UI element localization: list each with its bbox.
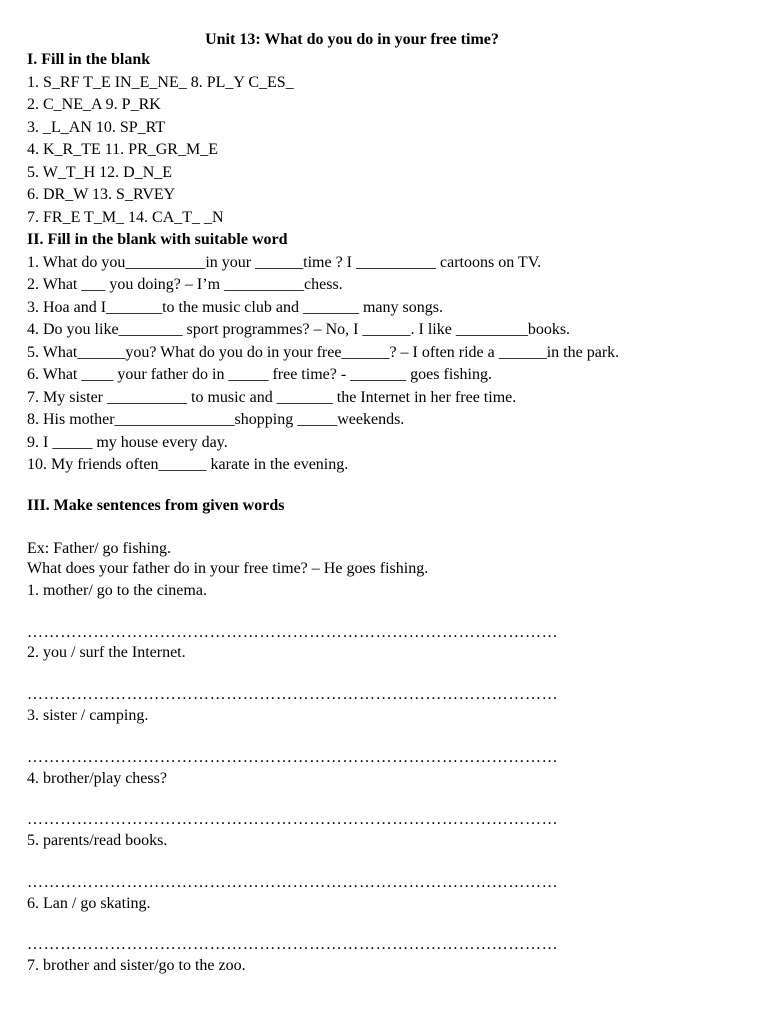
answer-line-4: ……………………………………………………………………………………: [27, 811, 559, 828]
section3-item-6: 6. Lan / go skating.: [27, 895, 151, 912]
page-title: Unit 13: What do you do in your free time?: [205, 31, 499, 48]
section2-heading: II. Fill in the blank with suitable word: [27, 231, 288, 248]
section2-item-6: 6. What ____ your father do in _____ free time? - _______ goes fishing.: [27, 366, 492, 383]
section3-item-5: 5. parents/read books.: [27, 832, 168, 849]
section1-item-4: 4. K_R_TE 11. PR_GR_M_E: [27, 141, 218, 158]
section2-item-5: 5. What______you? What do you do in your free______? – I often ride a ______in the park.: [27, 344, 620, 361]
section1-item-6: 6. DR_W 13. S_RVEY: [27, 186, 176, 203]
section2-item-10: 10. My friends often______ karate in the evening.: [27, 456, 349, 473]
section3-example-prompt: Ex: Father/ go fishing.: [27, 540, 171, 557]
section2-item-2: 2. What ___ you doing? – I’m __________chess.: [27, 276, 343, 293]
section1-item-3: 3. _L_AN 10. SP_RT: [27, 119, 166, 136]
section1-item-2: 2. C_NE_A 9. P_RK: [27, 96, 161, 113]
answer-line-1: ……………………………………………………………………………………: [27, 624, 559, 641]
section1-item-1: 1. S_RF T_E IN_E_NE_ 8. PL_Y C_ES_: [27, 74, 294, 91]
section1-item-7: 7. FR_E T_M_ 14. CA_T_ _N: [27, 209, 224, 226]
section3-heading: III. Make sentences from given words: [27, 497, 285, 514]
answer-line-6: ……………………………………………………………………………………: [27, 936, 559, 953]
answer-line-3: ……………………………………………………………………………………: [27, 749, 559, 766]
section2-item-3: 3. Hoa and I_______to the music club and _______ many songs.: [27, 299, 443, 316]
section3-item-1: 1. mother/ go to the cinema.: [27, 582, 207, 599]
section2-item-7: 7. My sister __________ to music and _______ the Internet in her free time.: [27, 389, 517, 406]
section2-item-1: 1. What do you__________in your ______time ? I __________ cartoons on TV.: [27, 254, 542, 271]
section3-item-7: 7. brother and sister/go to the zoo.: [27, 957, 246, 974]
section3-example-answer: What does your father do in your free time? – He goes fishing.: [27, 560, 429, 577]
section3-item-4: 4. brother/play chess?: [27, 770, 167, 787]
section3-item-3: 3. sister / camping.: [27, 707, 149, 724]
section2-item-9: 9. I _____ my house every day.: [27, 434, 228, 451]
section2-item-8: 8. His mother_______________shopping _____weekends.: [27, 411, 405, 428]
answer-line-2: ……………………………………………………………………………………: [27, 686, 559, 703]
section2-item-4: 4. Do you like________ sport programmes? – No, I ______. I like _________books.: [27, 321, 571, 338]
answer-line-5: ……………………………………………………………………………………: [27, 874, 559, 891]
section1-item-5: 5. W_T_H 12. D_N_E: [27, 164, 173, 181]
section3-item-2: 2. you / surf the Internet.: [27, 644, 186, 661]
section1-heading: I. Fill in the blank: [27, 51, 151, 68]
